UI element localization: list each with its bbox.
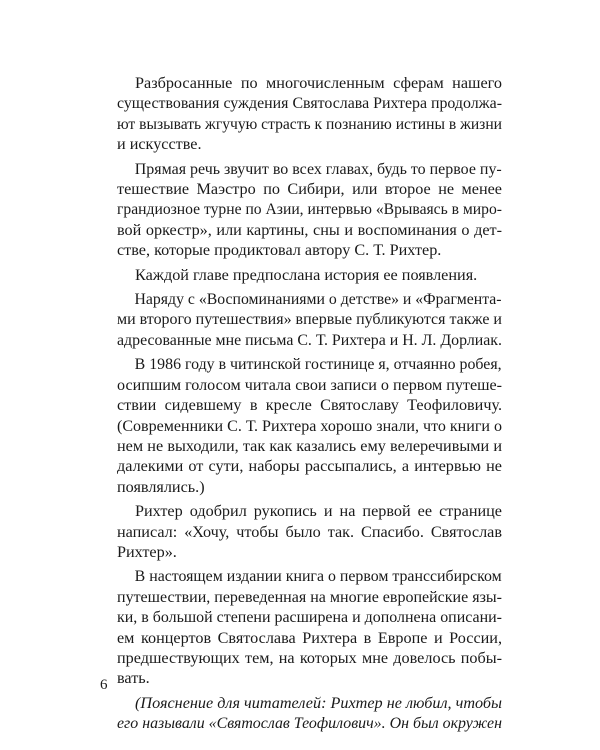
body-text (117, 73, 502, 734)
text-line: Наряду с «Воспоминаниями о детстве» и «Фрагмента- (134, 290, 502, 309)
text-line: появлялись.) (117, 477, 205, 496)
text-line: Рихтер одобрил рукопись и на первой ее странице (135, 502, 502, 521)
text-line: написал: «Хочу, чтобы было так. Спасибо. Святослав (117, 522, 502, 541)
text-line: ки, в большой степени расширена и дополнена описани- (117, 608, 502, 627)
text-line: грандиозное турне по Азии, интервью «Врываясь в миро- (117, 200, 503, 219)
text-line: ствии сидевшему в кресле Святославу Теофиловичу. (117, 396, 502, 415)
text-line: вать. (117, 669, 150, 688)
text-line: предшествующих тем, на которых мне довелось побы- (117, 648, 502, 667)
text-line: существования суждения Святослава Рихтера продолжа- (117, 94, 503, 113)
text-line: адресованные мне письма С. Т. Рихтера и Н. Л. Дорлиак. (117, 330, 502, 349)
text-line: тешествие Маэстро по Сибири, или второе не менее (117, 180, 502, 199)
text-line: стве, которые продиктовал автору С. Т. Рихтер. (117, 241, 442, 260)
text-line: Каждой главе предпослана история ее появления. (135, 265, 478, 284)
text-line: ми второго путешествия» впервые публикуются также и (117, 310, 502, 329)
text-line: его называли «Святослав Теофилович». Он был окружен (117, 714, 502, 733)
text-line: осипшим голосом читала свои записи о первом путеше- (117, 375, 503, 394)
text-line: и искусстве. (117, 135, 202, 154)
text-line: (Пояснение для читателей: Рихтер не любил, чтобы (135, 693, 502, 712)
text-line: В 1986 году в читинской гостинице я, отчаянно робея, (134, 355, 502, 374)
text-line: (Современники С. Т. Рихтера хорошо знали, что книги о (117, 416, 503, 435)
text-line: ют вызывать жгучую страсть к познанию истины в жизни (117, 114, 503, 133)
text-line: ем концертов Святослава Рихтера в Европе и России, (117, 628, 502, 647)
page-number: 6 (100, 677, 108, 693)
text-line: Разбросанные по многочисленным сферам нашего (135, 74, 502, 92)
text-line: Прямая речь звучит во всех главах, будь то первое пу- (134, 159, 502, 178)
text-line: В настоящем издании книга о первом транссибирском (134, 567, 502, 586)
text-line: путешествии, переведенная на многие европейские язы- (117, 587, 502, 606)
text-line: Рихтер». (117, 542, 177, 561)
text-line: далекими от сути, наборы рассыпались, а интервью не (117, 457, 502, 476)
text-line: нем не выходили, так как казались ему велеречивыми и (117, 436, 502, 455)
text-line: вой оркестр», или картины, сны и воспоминания о дет- (117, 220, 502, 239)
